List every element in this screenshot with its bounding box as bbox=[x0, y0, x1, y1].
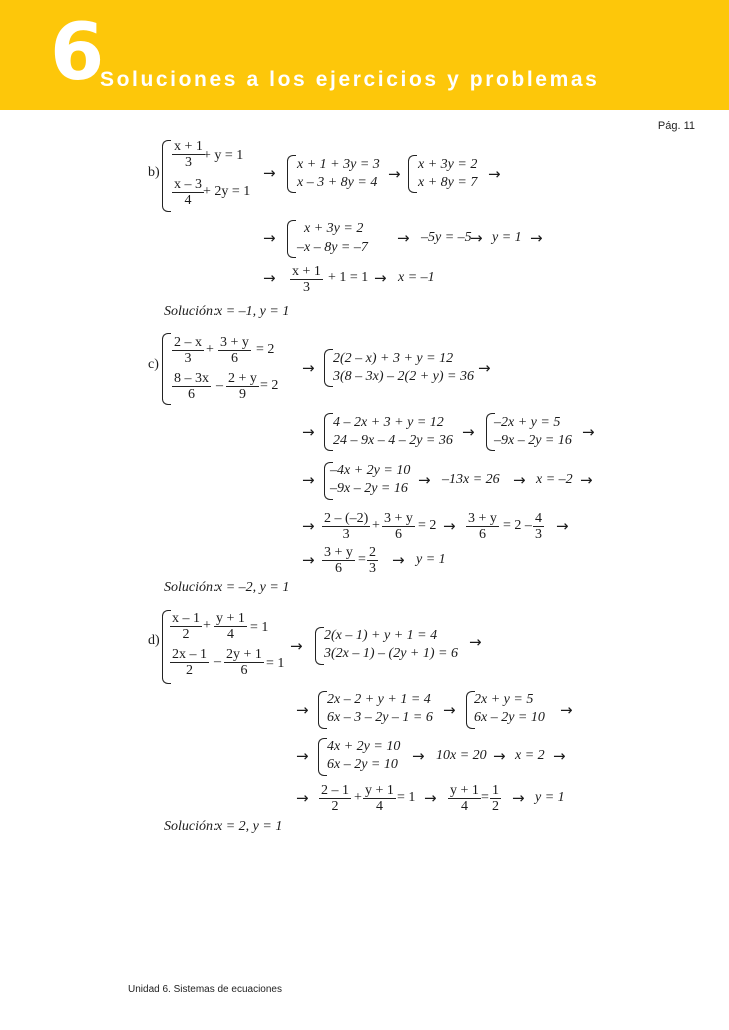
fraction: $\frac{y + 1}{4}$ bbox=[365, 783, 394, 814]
fraction: $\frac{3 + y}{6}$ bbox=[220, 335, 249, 366]
fraction: $\frac{x + 1}{3}$ bbox=[174, 139, 203, 170]
page-title: Soluciones a los ejercicios y problemas bbox=[100, 68, 600, 91]
exercise-label: d) bbox=[148, 633, 160, 648]
fraction: $\frac{4}{3}$ bbox=[535, 511, 542, 542]
exercise-label: c) bbox=[148, 357, 159, 372]
solution-label: Solución: bbox=[164, 819, 218, 834]
result: y = 1 bbox=[535, 790, 565, 805]
system-line: x + 3y = 2 bbox=[304, 221, 364, 236]
arrow-icon: → bbox=[443, 517, 456, 535]
operator: – bbox=[214, 654, 221, 669]
arrow-icon: → bbox=[302, 551, 315, 569]
brace bbox=[162, 333, 171, 405]
arrow-icon: → bbox=[478, 359, 491, 377]
fraction: $\frac{x + 1}{3}$ bbox=[292, 264, 321, 295]
operator: + bbox=[206, 342, 214, 357]
arrow-icon: → bbox=[296, 747, 309, 765]
system-line: 4x + 2y = 10 bbox=[327, 739, 401, 754]
brace bbox=[324, 413, 333, 451]
fraction: $\frac{y + 1}{4}$ bbox=[216, 611, 245, 642]
brace bbox=[324, 349, 333, 387]
arrow-icon: → bbox=[392, 551, 405, 569]
page-number: Pág. 11 bbox=[657, 120, 695, 132]
result: y = 1 bbox=[416, 552, 446, 567]
solution-label: Solución: bbox=[164, 580, 218, 595]
system-line: 2(x – 1) + y + 1 = 4 bbox=[324, 628, 438, 643]
arrow-icon: → bbox=[302, 423, 315, 441]
fraction: $\frac{2y + 1}{6}$ bbox=[226, 647, 262, 678]
equation-text: = 1 bbox=[397, 790, 416, 805]
arrow-icon: → bbox=[512, 789, 525, 807]
system-line: x + 1 + 3y = 3 bbox=[297, 157, 380, 172]
system-line: 6x – 2y = 10 bbox=[474, 710, 545, 725]
equation-text: = 2 bbox=[256, 342, 275, 357]
system-line: x + 3y = 2 bbox=[418, 157, 478, 172]
fraction: $\frac{y + 1}{4}$ bbox=[450, 783, 479, 814]
operator: + bbox=[203, 618, 211, 633]
operator: + bbox=[372, 518, 380, 533]
system-line: –2x + y = 5 bbox=[494, 415, 561, 430]
brace bbox=[287, 155, 296, 193]
chapter-header-band bbox=[0, 0, 729, 110]
arrow-icon: → bbox=[412, 747, 425, 765]
operator: – bbox=[216, 378, 223, 393]
arrow-icon: → bbox=[553, 747, 566, 765]
fraction: $\frac{2 + y}{9}$ bbox=[228, 371, 257, 402]
solution-label: Solución: bbox=[164, 304, 218, 319]
brace bbox=[408, 155, 417, 193]
fraction: $\frac{2}{3}$ bbox=[369, 545, 376, 576]
brace bbox=[318, 691, 327, 729]
equation-text: = 2 bbox=[260, 378, 279, 393]
fraction: $\frac{2 - x}{3}$ bbox=[174, 335, 202, 366]
system-line: 2x – 2 + y + 1 = 4 bbox=[327, 692, 431, 707]
arrow-icon: → bbox=[290, 637, 303, 655]
operator: + bbox=[354, 790, 362, 805]
brace bbox=[162, 140, 171, 212]
system-line: 6x – 2y = 10 bbox=[327, 757, 398, 772]
solution-values: x = –1, y = 1 bbox=[216, 304, 290, 319]
result: –5y = –5 bbox=[421, 230, 472, 245]
exercise-label: b) bbox=[148, 165, 160, 180]
fraction: $\frac{2x - 1}{2}$ bbox=[172, 647, 207, 678]
arrow-icon: → bbox=[296, 789, 309, 807]
chapter-number: 6 bbox=[50, 8, 105, 98]
arrow-icon: → bbox=[263, 229, 276, 247]
equation-text: + y = 1 bbox=[203, 148, 244, 163]
arrow-icon: → bbox=[488, 165, 501, 183]
arrow-icon: → bbox=[470, 229, 483, 247]
system-line: 2(2 – x) + 3 + y = 12 bbox=[333, 351, 454, 366]
fraction: $\frac{2 - (-2)}{3}$ bbox=[324, 511, 369, 542]
equation-text: = 2 – bbox=[503, 518, 532, 533]
fraction: $\frac{3 + y}{6}$ bbox=[468, 511, 497, 542]
equation-text: = bbox=[481, 790, 489, 805]
page-footer: Unidad 6. Sistemas de ecuaciones bbox=[128, 984, 282, 995]
arrow-icon: → bbox=[582, 423, 595, 441]
arrow-icon: → bbox=[263, 164, 276, 182]
arrow-icon: → bbox=[424, 789, 437, 807]
system-line: –9x – 2y = 16 bbox=[330, 481, 408, 496]
brace bbox=[318, 738, 327, 776]
fraction: $\frac{8 - 3x}{6}$ bbox=[174, 371, 209, 402]
result: 10x = 20 bbox=[436, 748, 487, 763]
arrow-icon: → bbox=[469, 633, 482, 651]
arrow-icon: → bbox=[556, 517, 569, 535]
result: x = –2 bbox=[536, 472, 573, 487]
arrow-icon: → bbox=[302, 471, 315, 489]
system-line: 4 – 2x + 3 + y = 12 bbox=[333, 415, 444, 430]
fraction: $\frac{2 - 1}{2}$ bbox=[321, 783, 349, 814]
solution-values: x = 2, y = 1 bbox=[216, 819, 283, 834]
arrow-icon: → bbox=[418, 471, 431, 489]
system-line: –x – 8y = –7 bbox=[297, 240, 368, 255]
arrow-icon: → bbox=[388, 165, 401, 183]
system-line: 3(8 – 3x) – 2(2 + y) = 36 bbox=[333, 369, 474, 384]
brace bbox=[287, 220, 296, 258]
equation-text: = 1 bbox=[250, 620, 269, 635]
fraction: $\frac{3 + y}{6}$ bbox=[324, 545, 353, 576]
arrow-icon: → bbox=[513, 471, 526, 489]
result: –13x = 26 bbox=[442, 472, 500, 487]
system-line: –4x + 2y = 10 bbox=[330, 463, 411, 478]
result: x = –1 bbox=[398, 270, 435, 285]
arrow-icon: → bbox=[302, 517, 315, 535]
arrow-icon: → bbox=[263, 269, 276, 287]
fraction: $\frac{x - 3}{4}$ bbox=[174, 177, 202, 208]
arrow-icon: → bbox=[443, 701, 456, 719]
arrow-icon: → bbox=[560, 701, 573, 719]
system-line: x – 3 + 8y = 4 bbox=[297, 175, 378, 190]
arrow-icon: → bbox=[530, 229, 543, 247]
fraction: $\frac{1}{2}$ bbox=[492, 783, 499, 814]
arrow-icon: → bbox=[580, 471, 593, 489]
arrow-icon: → bbox=[296, 701, 309, 719]
arrow-icon: → bbox=[374, 269, 387, 287]
system-line: –9x – 2y = 16 bbox=[494, 433, 572, 448]
arrow-icon: → bbox=[397, 229, 410, 247]
system-line: 24 – 9x – 4 – 2y = 36 bbox=[333, 433, 453, 448]
brace bbox=[315, 627, 324, 665]
arrow-icon: → bbox=[493, 747, 506, 765]
result: y = 1 bbox=[492, 230, 522, 245]
equation-text: + 2y = 1 bbox=[203, 184, 251, 199]
equation-text: = 2 bbox=[418, 518, 437, 533]
arrow-icon: → bbox=[462, 423, 475, 441]
solution-values: x = –2, y = 1 bbox=[216, 580, 290, 595]
equation-text: = bbox=[358, 552, 366, 567]
equation-text: = 1 bbox=[266, 656, 285, 671]
arrow-icon: → bbox=[302, 359, 315, 377]
system-line: 2x + y = 5 bbox=[474, 692, 534, 707]
fraction: $\frac{x - 1}{2}$ bbox=[172, 611, 200, 642]
system-line: x + 8y = 7 bbox=[418, 175, 478, 190]
system-line: 3(2x – 1) – (2y + 1) = 6 bbox=[324, 646, 458, 661]
result: x = 2 bbox=[515, 748, 545, 763]
equation-text: + 1 = 1 bbox=[328, 270, 369, 285]
system-line: 6x – 3 – 2y – 1 = 6 bbox=[327, 710, 433, 725]
fraction: $\frac{3 + y}{6}$ bbox=[384, 511, 413, 542]
